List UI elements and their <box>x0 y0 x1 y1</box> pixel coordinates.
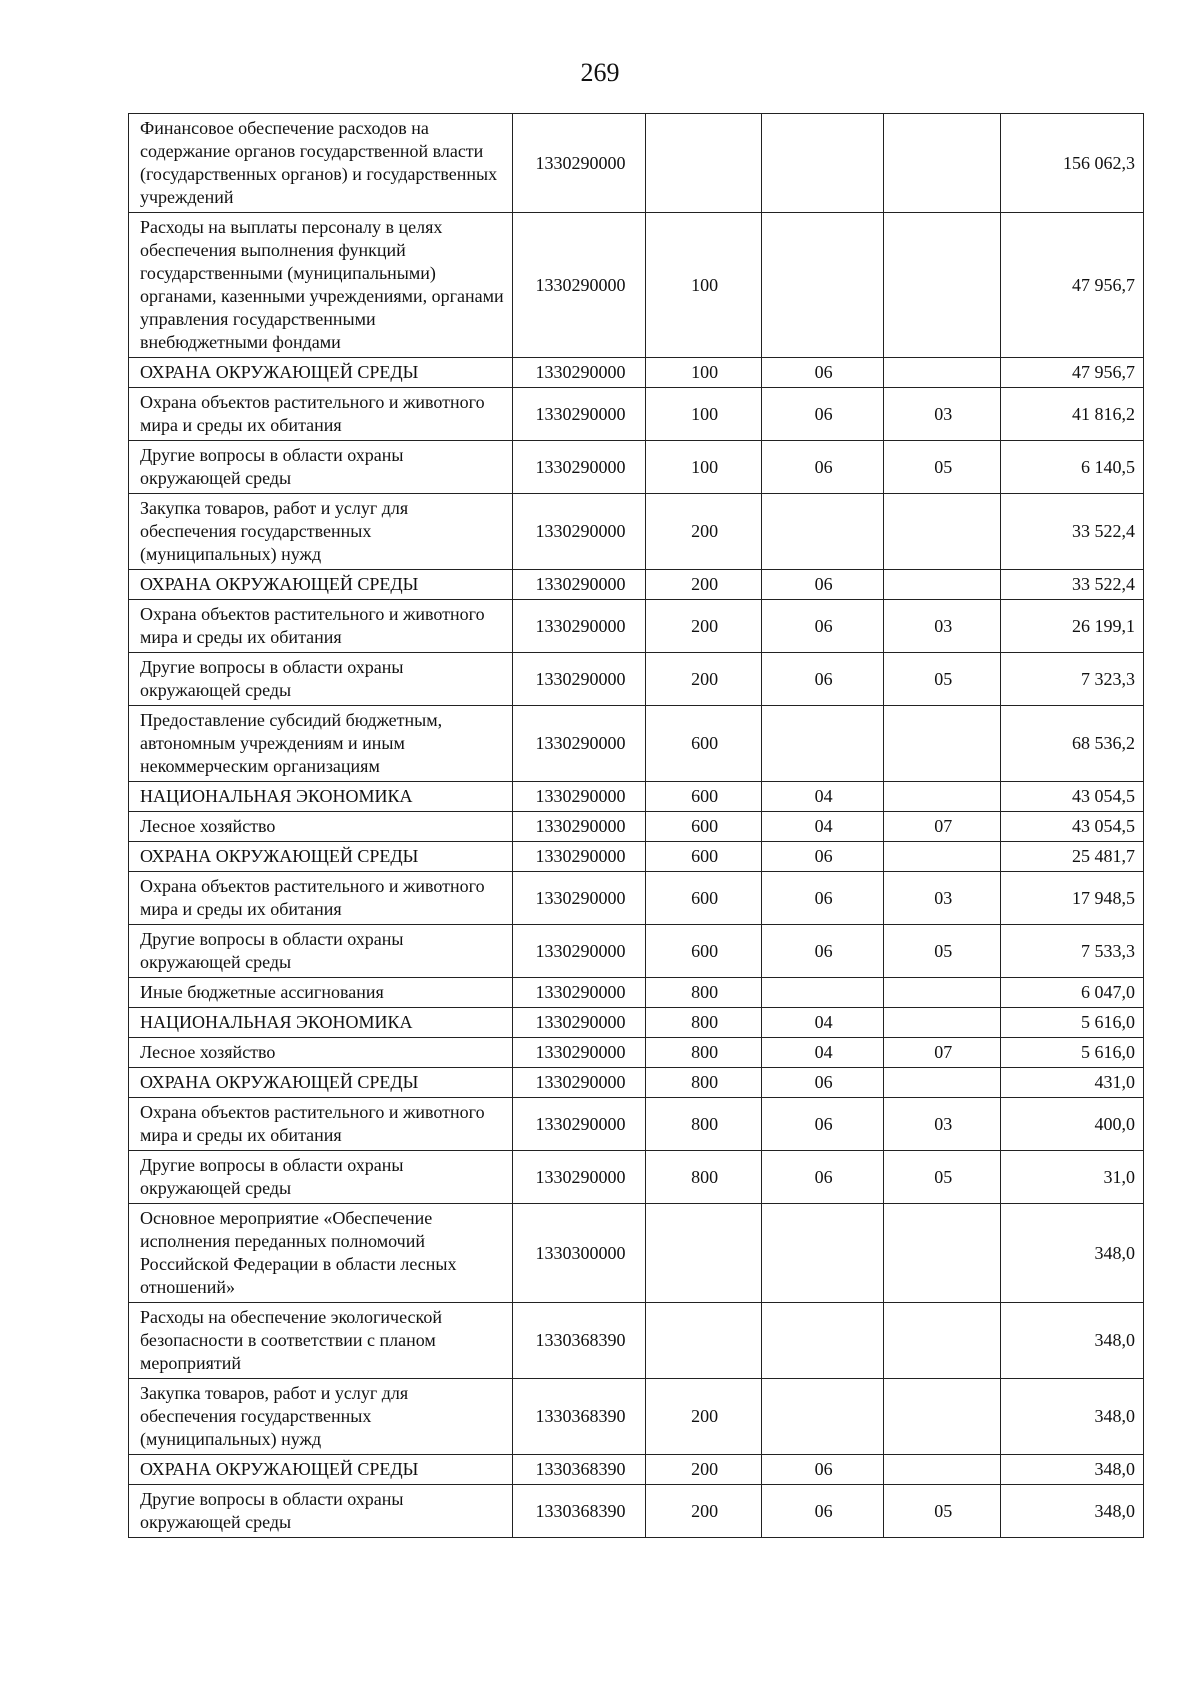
row-expense-type: 600 <box>645 706 761 782</box>
row-expense-type: 100 <box>645 441 761 494</box>
row-expense-type: 200 <box>645 1455 761 1485</box>
row-expense-type: 800 <box>645 1008 761 1038</box>
row-section <box>761 1303 883 1379</box>
row-target-code: 1330290000 <box>513 1008 645 1038</box>
row-target-code: 1330300000 <box>513 1204 645 1303</box>
row-amount: 431,0 <box>1000 1068 1143 1098</box>
row-section: 06 <box>761 388 883 441</box>
table-row <box>129 1379 1144 1455</box>
row-section: 06 <box>761 842 883 872</box>
row-name: Другие вопросы в области охраны окружающей среды <box>129 925 513 978</box>
row-amount: 348,0 <box>1000 1455 1143 1485</box>
row-amount: 26 199,1 <box>1000 600 1143 653</box>
page-number: 269 <box>580 58 620 87</box>
row-subsection <box>883 1455 1000 1485</box>
row-name: Финансовое обеспечение расходов на содержание органов государственной власти (государственных органов) и государственных учреждений <box>129 114 513 213</box>
row-subsection <box>883 1303 1000 1379</box>
row-section: 04 <box>761 1008 883 1038</box>
row-section <box>761 114 883 213</box>
row-name: Охрана объектов растительного и животного мира и среды их обитания <box>129 600 513 653</box>
row-section <box>761 1379 883 1455</box>
row-name: ОХРАНА ОКРУЖАЮЩЕЙ СРЕДЫ <box>129 1455 513 1485</box>
table-row <box>129 358 1144 388</box>
table-row <box>129 1038 1144 1068</box>
row-subsection <box>883 1008 1000 1038</box>
row-name: ОХРАНА ОКРУЖАЮЩЕЙ СРЕДЫ <box>129 842 513 872</box>
row-name: Расходы на обеспечение экологической безопасности в соответствии с планом мероприятий <box>129 1303 513 1379</box>
table-row <box>129 1068 1144 1098</box>
table-row <box>129 1008 1144 1038</box>
row-target-code: 1330290000 <box>513 653 645 706</box>
row-name: Закупка товаров, работ и услуг для обеспечения государственных (муниципальных) нужд <box>129 1379 513 1455</box>
table-row <box>129 600 1144 653</box>
table-row <box>129 1455 1144 1485</box>
row-subsection: 03 <box>883 1098 1000 1151</box>
row-subsection: 07 <box>883 1038 1000 1068</box>
table-row <box>129 1098 1144 1151</box>
table-row <box>129 872 1144 925</box>
row-subsection: 05 <box>883 1485 1000 1538</box>
row-target-code: 1330290000 <box>513 213 645 358</box>
row-target-code: 1330290000 <box>513 978 645 1008</box>
row-target-code: 1330290000 <box>513 600 645 653</box>
row-target-code: 1330290000 <box>513 570 645 600</box>
row-expense-type <box>645 1204 761 1303</box>
table-row <box>129 706 1144 782</box>
row-expense-type: 200 <box>645 494 761 570</box>
row-subsection: 05 <box>883 653 1000 706</box>
row-section: 04 <box>761 782 883 812</box>
row-subsection <box>883 494 1000 570</box>
row-amount: 348,0 <box>1000 1379 1143 1455</box>
row-target-code: 1330290000 <box>513 842 645 872</box>
row-target-code: 1330290000 <box>513 1098 645 1151</box>
row-section: 04 <box>761 1038 883 1068</box>
row-name: ОХРАНА ОКРУЖАЮЩЕЙ СРЕДЫ <box>129 570 513 600</box>
row-target-code: 1330290000 <box>513 782 645 812</box>
row-name: Лесное хозяйство <box>129 1038 513 1068</box>
row-section: 06 <box>761 653 883 706</box>
row-name: Основное мероприятие «Обеспечение исполнения переданных полномочий Российской Федерации в области лесных отношений» <box>129 1204 513 1303</box>
row-expense-type: 800 <box>645 1038 761 1068</box>
row-target-code: 1330290000 <box>513 1151 645 1204</box>
row-subsection <box>883 706 1000 782</box>
row-target-code: 1330290000 <box>513 812 645 842</box>
row-target-code: 1330290000 <box>513 441 645 494</box>
row-target-code: 1330290000 <box>513 1068 645 1098</box>
table-row <box>129 1485 1144 1538</box>
row-name: Охрана объектов растительного и животного мира и среды их обитания <box>129 872 513 925</box>
row-section: 06 <box>761 872 883 925</box>
table-row <box>129 653 1144 706</box>
row-name: Охрана объектов растительного и животного мира и среды их обитания <box>129 1098 513 1151</box>
row-amount: 5 616,0 <box>1000 1008 1143 1038</box>
row-target-code: 1330290000 <box>513 1038 645 1068</box>
row-subsection: 05 <box>883 1151 1000 1204</box>
row-subsection <box>883 213 1000 358</box>
row-subsection <box>883 978 1000 1008</box>
row-expense-type: 800 <box>645 1098 761 1151</box>
row-amount: 348,0 <box>1000 1204 1143 1303</box>
row-name: Закупка товаров, работ и услуг для обеспечения государственных (муниципальных) нужд <box>129 494 513 570</box>
row-amount: 25 481,7 <box>1000 842 1143 872</box>
row-amount: 43 054,5 <box>1000 812 1143 842</box>
row-target-code: 1330290000 <box>513 114 645 213</box>
row-expense-type: 200 <box>645 1485 761 1538</box>
table-row <box>129 388 1144 441</box>
row-name: Другие вопросы в области охраны окружающей среды <box>129 1151 513 1204</box>
row-amount: 33 522,4 <box>1000 494 1143 570</box>
row-amount: 400,0 <box>1000 1098 1143 1151</box>
row-amount: 348,0 <box>1000 1485 1143 1538</box>
row-amount: 33 522,4 <box>1000 570 1143 600</box>
budget-table <box>128 113 1144 1538</box>
table-row <box>129 494 1144 570</box>
row-amount: 17 948,5 <box>1000 872 1143 925</box>
row-section <box>761 978 883 1008</box>
row-subsection <box>883 570 1000 600</box>
row-target-code: 1330368390 <box>513 1379 645 1455</box>
row-amount: 6 047,0 <box>1000 978 1143 1008</box>
row-amount: 41 816,2 <box>1000 388 1143 441</box>
row-section: 06 <box>761 600 883 653</box>
row-target-code: 1330290000 <box>513 358 645 388</box>
row-subsection <box>883 1379 1000 1455</box>
row-expense-type: 600 <box>645 872 761 925</box>
row-name: Другие вопросы в области охраны окружающей среды <box>129 1485 513 1538</box>
row-expense-type: 200 <box>645 600 761 653</box>
row-amount: 47 956,7 <box>1000 358 1143 388</box>
table-row <box>129 978 1144 1008</box>
row-target-code: 1330290000 <box>513 388 645 441</box>
row-name: Лесное хозяйство <box>129 812 513 842</box>
row-expense-type <box>645 114 761 213</box>
row-amount: 5 616,0 <box>1000 1038 1143 1068</box>
table-row <box>129 782 1144 812</box>
row-section <box>761 213 883 358</box>
row-subsection: 03 <box>883 872 1000 925</box>
row-section: 06 <box>761 1455 883 1485</box>
row-target-code: 1330290000 <box>513 872 645 925</box>
row-target-code: 1330290000 <box>513 494 645 570</box>
row-expense-type: 800 <box>645 1151 761 1204</box>
row-name: НАЦИОНАЛЬНАЯ ЭКОНОМИКА <box>129 782 513 812</box>
row-subsection: 07 <box>883 812 1000 842</box>
row-section <box>761 706 883 782</box>
row-amount: 348,0 <box>1000 1303 1143 1379</box>
table-row <box>129 925 1144 978</box>
row-name: Расходы на выплаты персоналу в целях обеспечения выполнения функций государственными (муниципальными) органами, казенными учреждениями, органами управления государственными внебюджетными фондами <box>129 213 513 358</box>
row-section: 06 <box>761 1151 883 1204</box>
table-row <box>129 1204 1144 1303</box>
budget-table-body <box>129 114 1144 1538</box>
table-row <box>129 570 1144 600</box>
row-subsection <box>883 1204 1000 1303</box>
row-amount: 7 323,3 <box>1000 653 1143 706</box>
row-expense-type: 100 <box>645 388 761 441</box>
row-expense-type: 600 <box>645 782 761 812</box>
row-subsection <box>883 842 1000 872</box>
row-name: ОХРАНА ОКРУЖАЮЩЕЙ СРЕДЫ <box>129 358 513 388</box>
row-subsection <box>883 358 1000 388</box>
row-amount: 47 956,7 <box>1000 213 1143 358</box>
row-target-code: 1330368390 <box>513 1485 645 1538</box>
row-amount: 6 140,5 <box>1000 441 1143 494</box>
row-amount: 68 536,2 <box>1000 706 1143 782</box>
row-target-code: 1330290000 <box>513 925 645 978</box>
row-subsection: 05 <box>883 925 1000 978</box>
table-row <box>129 441 1144 494</box>
row-expense-type: 200 <box>645 653 761 706</box>
row-amount: 31,0 <box>1000 1151 1143 1204</box>
row-name: Охрана объектов растительного и животного мира и среды их обитания <box>129 388 513 441</box>
row-expense-type: 100 <box>645 358 761 388</box>
table-row <box>129 1303 1144 1379</box>
row-target-code: 1330368390 <box>513 1303 645 1379</box>
row-subsection: 05 <box>883 441 1000 494</box>
row-amount: 156 062,3 <box>1000 114 1143 213</box>
row-name: Предоставление субсидий бюджетным, автономным учреждениям и иным некоммерческим организациям <box>129 706 513 782</box>
row-section: 06 <box>761 1068 883 1098</box>
row-section: 04 <box>761 812 883 842</box>
row-subsection <box>883 1068 1000 1098</box>
row-section <box>761 494 883 570</box>
row-section: 06 <box>761 441 883 494</box>
row-target-code: 1330368390 <box>513 1455 645 1485</box>
table-row <box>129 1151 1144 1204</box>
row-expense-type: 200 <box>645 570 761 600</box>
row-expense-type: 600 <box>645 812 761 842</box>
row-name: ОХРАНА ОКРУЖАЮЩЕЙ СРЕДЫ <box>129 1068 513 1098</box>
row-expense-type <box>645 1303 761 1379</box>
row-section: 06 <box>761 1098 883 1151</box>
table-row <box>129 213 1144 358</box>
row-subsection: 03 <box>883 388 1000 441</box>
row-expense-type: 100 <box>645 213 761 358</box>
row-amount: 43 054,5 <box>1000 782 1143 812</box>
row-subsection: 03 <box>883 600 1000 653</box>
row-name: Другие вопросы в области охраны окружающей среды <box>129 441 513 494</box>
row-expense-type: 800 <box>645 978 761 1008</box>
row-subsection <box>883 782 1000 812</box>
table-row <box>129 812 1144 842</box>
row-section: 06 <box>761 925 883 978</box>
row-name: Другие вопросы в области охраны окружающей среды <box>129 653 513 706</box>
row-name: НАЦИОНАЛЬНАЯ ЭКОНОМИКА <box>129 1008 513 1038</box>
row-expense-type: 600 <box>645 925 761 978</box>
row-expense-type: 800 <box>645 1068 761 1098</box>
row-name: Иные бюджетные ассигнования <box>129 978 513 1008</box>
row-target-code: 1330290000 <box>513 706 645 782</box>
row-subsection <box>883 114 1000 213</box>
table-row <box>129 114 1144 213</box>
row-section: 06 <box>761 1485 883 1538</box>
table-row <box>129 842 1144 872</box>
row-section: 06 <box>761 358 883 388</box>
row-expense-type: 600 <box>645 842 761 872</box>
row-section: 06 <box>761 570 883 600</box>
row-section <box>761 1204 883 1303</box>
row-amount: 7 533,3 <box>1000 925 1143 978</box>
row-expense-type: 200 <box>645 1379 761 1455</box>
